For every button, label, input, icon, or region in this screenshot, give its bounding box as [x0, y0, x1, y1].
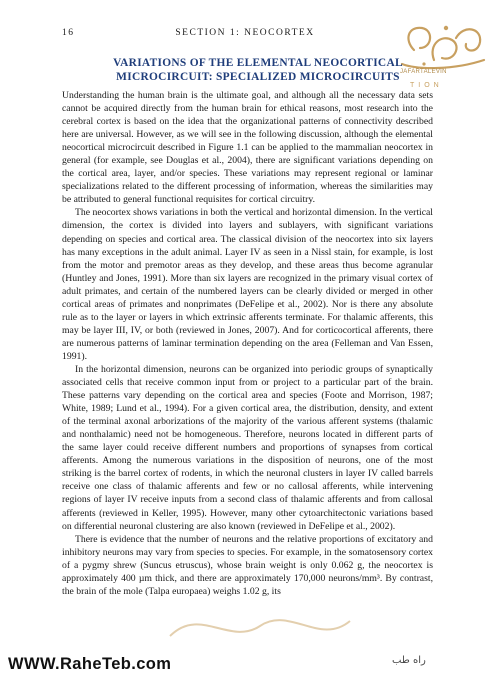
running-head: [62, 28, 428, 42]
section-title: SECTION 1: NEOCORTEX: [175, 28, 315, 38]
paragraph: Understanding the human brain is the ultimate goal, and although all the necessary data sets cannot be acquired directly from the human brain for ethical reasons, most research into the cerebral cortex is based on the idea that the organizational patterns of connectivity described here are universal. However, as we will see in the following discussion, although the elemental neocortical microcircuit described in Figure 1.1 can be applied to the mammalian neocortex in general (for example, see Douglas et al., 2004), there are significant variations depending on the cortical area, layer, and/or species. These variations may represent regional or laminar specializations related to the different processing of information, whereas the similarities may be attributed to general functional requisites for cortical circuitry.: [62, 90, 433, 206]
chapter-title-line-2: MICROCIRCUIT: SPECIALIZED MICROCIRCUITS: [116, 71, 400, 83]
logo-brand-text: JAFARTALEVIN: [400, 69, 447, 75]
watermark-swirl-icon: [160, 596, 360, 656]
watermark-persian-text: راه طب: [392, 655, 426, 666]
logo-brand-subtext: TION: [410, 82, 443, 89]
paragraph: The neocortex shows variations in both the vertical and horizontal dimension. In the vertical dimension, the cortex is divided into layers and sublayers, with significant variations depending on species and cortical area. The classical division of the neocortex into six layers has many exceptions in the adult animal. Layer IV as seen in a Nissl stain, for example, is lost from the motor and premotor areas as they develop, and these areas thus become agranular (Huntley and Jones, 1991). More than six layers are recognized in the primary visual cortex of adult primates, and certain of the numbered layers can be clearly divided or merged in other cortical areas of primates and nonprimates (DeFelipe et al., 2002). Nor is there any absolute rule as to the layer or layers in which extrinsic afferents terminate. For thalamic afferents, this may be layer III, IV, or both (reviewed in Jones, 2007). And for corticocortical afferents, there are numerous patterns of laminar termination depending on the area (Felleman and Van Essen, 1991).: [62, 207, 433, 362]
chapter-title: [100, 56, 416, 84]
paragraph: There is evidence that the number of neurons and the relative proportions of excitatory and inhibitory neurons may vary from species to species. For example, in the somatosensory cortex of a pygmy shrew (Suncus etruscus), whose brain weight is only 0.062 g, the neocortex is approximately 400 µm thick, and there are approximately 170,000 neurons/mm³. By contrast, the brain of the mole (Talpa europaea) weighs 1.02 g, its: [62, 533, 433, 597]
chapter-title-line-1: VARIATIONS OF THE ELEMENTAL NEOCORTICAL: [113, 57, 403, 69]
page-number: 16: [62, 28, 75, 38]
body-text: [62, 89, 433, 598]
paragraph: In the horizontal dimension, neurons can be organized into periodic groups of synaptically associated cells that receive common input from or project to a particular part of the brain. These patterns vary depending on the cortical area and species (Foote and Morrison, 1987; White, 1989; Lund et al., 1994). For a given cortical area, the distribution, density, and extent of the terminal axonal arborizations of the majority of the various afferent systems (thalamic and nonthalamic) need not be homogeneous. Therefore, neurons located in different parts of the same layer could receive different numbers and proportions of synapses from cortical afferents. Among the numerous variations in the disposition of neurons, one of the most striking is the barrel cortex of rodents, in which the neuronal clusters in layer IV called barrels receive one class of thalamic afferents and few or no callosal afferents, while intervening regions of layer IV receive inputs from a second class of thalamic afferents and from callosal afferents (reviewed in Keller, 1995). However, many other cytoarchitectonic variations based on differential neuronal clustering are also known (reviewed in DeFelipe et al., 2002).: [62, 363, 433, 532]
watermark-url: WWW.RaheTeb.com: [8, 655, 172, 673]
